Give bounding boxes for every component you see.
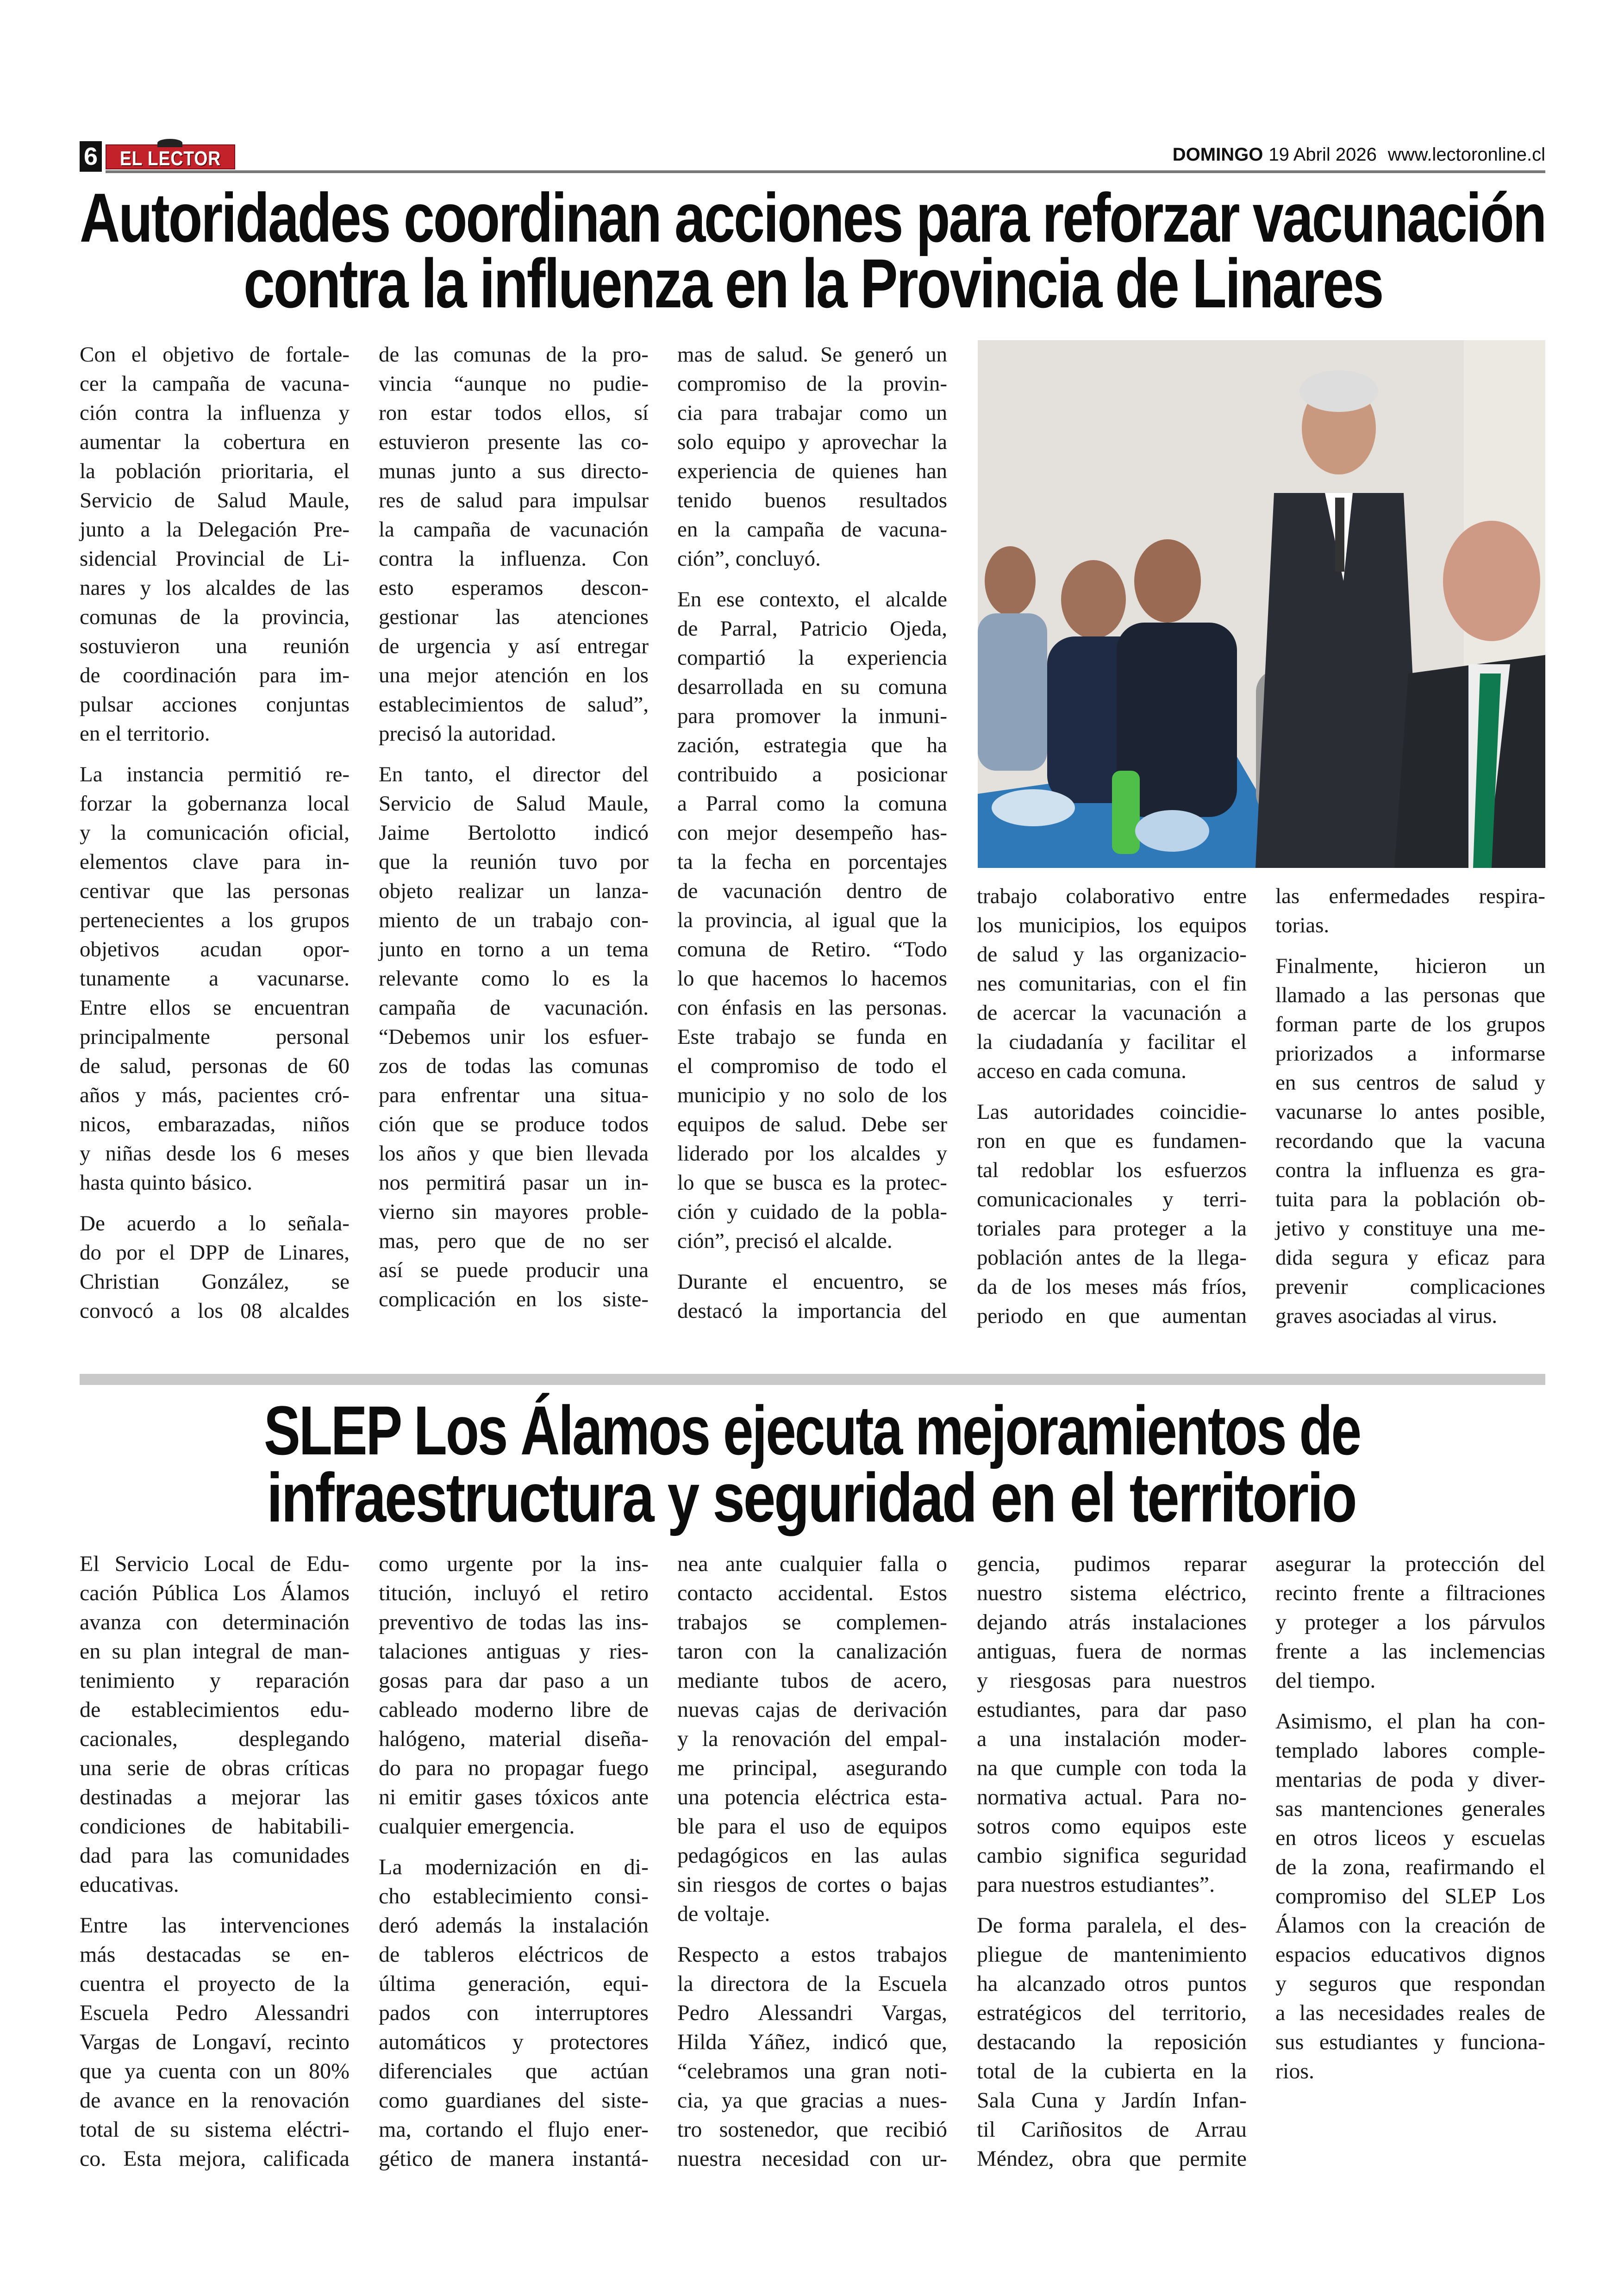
paragraph <box>379 760 649 1314</box>
text-line: tunamente a vacunarse. <box>80 967 350 991</box>
text-line: forman parte de los grupos <box>1275 1012 1545 1036</box>
text-line: para enfrentar una situa- <box>379 1083 649 1107</box>
text-line: comuna de Retiro. “Todo <box>677 937 947 961</box>
article1-column-4 <box>977 882 1247 1342</box>
text-line: lo que hacemos lo hacemos <box>677 967 947 991</box>
text-line: junto a la Delegación Pre- <box>80 518 350 542</box>
text-line: estuvieron presente las co- <box>379 430 649 454</box>
text-line: toriales para proteger a la <box>977 1216 1247 1241</box>
text-line: una mejor atención en los <box>379 663 649 687</box>
text-line: pedagógicos en las aulas <box>677 1843 947 1868</box>
text-line: que la reunión tuvo por <box>379 850 649 874</box>
text-line: trabajos se complemen- <box>677 1610 947 1634</box>
paragraph <box>977 1911 1247 2173</box>
issue-date: 19 Abril 2026 <box>1268 144 1377 165</box>
text-line: automáticos y protectores <box>379 2030 649 2054</box>
text-line: nes comunitarias, con el fin <box>977 972 1247 996</box>
text-line: de las comunas de la pro- <box>379 343 649 367</box>
text-line: Finalmente, hicieron un <box>1275 954 1545 978</box>
paragraph <box>677 1549 947 1928</box>
text-line: Entre las intervenciones <box>80 1913 350 1938</box>
text-line: total de su sistema eléctri- <box>80 2117 350 2142</box>
text-line: zación, estrategia que ha <box>677 733 947 757</box>
text-line: municipio y no solo de los <box>677 1083 947 1107</box>
text-line: nicos, embarazadas, niños <box>80 1112 350 1136</box>
text-line: Servicio de Salud Maule, <box>379 792 649 816</box>
text-line: y proteger a los párvulos <box>1275 1610 1545 1634</box>
text-line: una potencia eléctrica esta- <box>677 1785 947 1809</box>
text-line: dejando atrás instalaciones <box>977 1610 1247 1634</box>
text-line: total de la cubierta en la <box>977 2059 1247 2083</box>
text-line: objeto realizar un lanza- <box>379 879 649 903</box>
text-line: Escuela Pedro Alessandri <box>80 2001 350 2025</box>
paragraph <box>1275 952 1545 1331</box>
text-line: estudiantes, para dar paso <box>977 1697 1247 1722</box>
text-line: ron en que es fundamen- <box>977 1129 1247 1153</box>
text-line: do por el DPP de Linares, <box>80 1241 350 1265</box>
text-line: rios. <box>1275 2059 1314 2083</box>
text-line: convocó a los 08 alcaldes <box>80 1299 350 1323</box>
text-line: “celebramos una gran noti- <box>677 2059 947 2083</box>
text-line: nea ante cualquier falla o <box>677 1552 947 1576</box>
text-line: en la campaña de vacuna- <box>677 518 947 542</box>
text-line: res de salud para impulsar <box>379 488 649 512</box>
text-line: preventivo de todas las ins- <box>379 1610 649 1634</box>
article2-headline-line1: SLEP Los Álamos ejecuta mejoramientos de <box>264 1391 1360 1469</box>
text-line: lo que se busca es la protec- <box>677 1171 947 1195</box>
text-line: población antes de la llega- <box>977 1246 1247 1270</box>
text-line: para nuestros estudiantes”. <box>977 1872 1215 1897</box>
text-line: na que cumple con toda la <box>977 1756 1247 1780</box>
text-line: cia para trabajar como un <box>677 401 947 425</box>
text-line: campaña de vacunación. <box>379 996 649 1020</box>
newspaper-logo <box>106 144 235 169</box>
text-line: nos permitirá pasar un in- <box>379 1171 649 1195</box>
text-line: ha alcanzado otros puntos <box>977 1971 1247 1996</box>
text-line: cambio significa seguridad <box>977 1843 1247 1868</box>
text-line: centivar que las personas <box>80 879 350 903</box>
text-line: trabajo colaborativo entre <box>977 884 1247 908</box>
text-line: condiciones de habitabili- <box>80 1814 350 1839</box>
text-line: a una instalación moder- <box>977 1727 1247 1751</box>
text-line: en sus centros de salud y <box>1275 1071 1545 1095</box>
text-line: de salud, personas de 60 <box>80 1054 350 1078</box>
article1-headline-line1: Autoridades coordinan acciones para reforzar vacunación <box>80 179 1546 256</box>
text-line: Sala Cuna y Jardín Infan- <box>977 2088 1247 2113</box>
text-line: de salud y las organizacio- <box>977 942 1247 967</box>
text-line: vierno sin mayores proble- <box>379 1200 649 1224</box>
text-line: ma, cortando el flujo ener- <box>379 2117 649 2142</box>
article2-column-4 <box>977 1549 1247 2185</box>
text-line: la ciudadanía y facilitar el <box>977 1030 1247 1054</box>
text-line: En ese contexto, el alcalde <box>677 587 947 611</box>
paragraph <box>977 1098 1247 1331</box>
text-line: zos de todas las comunas <box>379 1054 649 1078</box>
text-line: en su plan integral de man- <box>80 1639 350 1664</box>
text-line: estratégicos del territorio, <box>977 2001 1247 2025</box>
text-line: cableado moderno libre de <box>379 1697 649 1722</box>
text-line: más destacadas se en- <box>80 1942 350 1967</box>
article1-headline-line2: contra la influenza en la Provincia de Linares <box>244 244 1383 322</box>
text-line: gencia, pudimos reparar <box>977 1552 1247 1576</box>
text-line: sas mantenciones generales <box>1275 1796 1545 1821</box>
text-line: de acercar la vacunación a <box>977 1001 1247 1025</box>
article1-column-1 <box>80 340 350 1337</box>
text-line: llamado a las personas que <box>1275 983 1545 1007</box>
text-line: Álamos con la creación de <box>1275 1913 1545 1938</box>
text-line: co. Esta mejora, calificada <box>80 2146 350 2171</box>
paragraph <box>379 340 649 748</box>
text-line: mentarias de poda y diver- <box>1275 1767 1545 1792</box>
text-line: Hilda Yáñez, indicó que, <box>677 2030 947 2054</box>
text-line: prevenir complicaciones <box>1275 1275 1545 1299</box>
text-line: esto esperamos descon- <box>379 576 649 600</box>
text-line: a las necesidades reales de <box>1275 2001 1545 2025</box>
text-line: liderado por los alcaldes y <box>677 1141 947 1166</box>
text-line: y seguros que respondan <box>1275 1971 1545 1996</box>
text-line: ción y cuidado de la pobla- <box>677 1200 947 1224</box>
text-line: mediante tubos de acero, <box>677 1668 947 1693</box>
paragraph <box>677 1940 947 2173</box>
text-line: halógeno, material diseña- <box>379 1727 649 1751</box>
text-line: ción”, concluyó. <box>677 547 821 571</box>
page-number: 6 <box>80 141 102 172</box>
text-line: establecimientos de salud”, <box>379 692 649 717</box>
meeting-photo-icon <box>978 340 1545 868</box>
text-line: compromiso del SLEP Los <box>1275 1884 1545 1908</box>
text-line: contacto accidental. Estos <box>677 1581 947 1605</box>
text-line: contra la influenza. Con <box>379 547 649 571</box>
text-line: Durante el encuentro, se <box>677 1270 947 1294</box>
text-line: cacionales, desplegando <box>80 1727 350 1751</box>
text-line: titución, incluyó el retiro <box>379 1581 649 1605</box>
paragraph <box>80 760 350 1197</box>
article1-column-2 <box>379 340 649 1326</box>
text-line: frente a las inclemencias <box>1275 1639 1545 1664</box>
text-line: gosas para dar paso a un <box>379 1668 649 1693</box>
paragraph <box>379 1852 649 2173</box>
text-line: aumentar la cobertura en <box>80 430 350 454</box>
text-line: mas, pero que de no ser <box>379 1229 649 1253</box>
text-line: objetivos acudan opor- <box>80 937 350 961</box>
text-line: Respecto a estos trabajos <box>677 1942 947 1967</box>
text-line: de vacunación dentro de <box>677 879 947 903</box>
text-line: destacando la reposición <box>977 2030 1247 2054</box>
text-line: Entre ellos se encuentran <box>80 996 350 1020</box>
text-line: y la comunicación oficial, <box>80 821 350 845</box>
paragraph <box>977 882 1247 1086</box>
paragraph <box>379 1549 649 1841</box>
text-line: priorizados a informarse <box>1275 1041 1545 1066</box>
text-line: “Debemos unir los esfuer- <box>379 1025 649 1049</box>
text-line: compartió la experiencia <box>677 646 947 670</box>
paragraph <box>677 585 947 1256</box>
text-line: educativas. <box>80 1872 179 1897</box>
text-line: tro sostenedor, que recibió <box>677 2117 947 2142</box>
dateline <box>1173 144 1545 165</box>
text-line: De forma paralela, el des- <box>977 1913 1247 1938</box>
text-line: ción”, precisó el alcalde. <box>677 1229 893 1253</box>
text-line: las enfermedades respira- <box>1275 884 1545 908</box>
text-line: dida segura y eficaz para <box>1275 1246 1545 1270</box>
text-line: normativa actual. Para no- <box>977 1785 1247 1809</box>
text-line: til Cariñositos de Arrau <box>977 2117 1247 2142</box>
text-line: cualquier emergencia. <box>379 1814 575 1839</box>
paragraph <box>80 1209 350 1326</box>
text-line: Con el objetivo de fortale- <box>80 343 350 367</box>
text-line: la provincia, al igual que la <box>677 908 947 932</box>
text-line: nuevas cajas de derivación <box>677 1697 947 1722</box>
text-line: como guardianes del siste- <box>379 2088 649 2113</box>
text-line: do para no propagar fuego <box>379 1756 649 1780</box>
weekday: DOMINGO <box>1172 144 1263 165</box>
text-line: contribuido a posicionar <box>677 762 947 786</box>
article2-column-5 <box>1275 1549 1545 2097</box>
text-line: los años y que bien llevada <box>379 1141 649 1166</box>
text-line: años y más, pacientes cró- <box>80 1083 350 1107</box>
paragraph <box>1275 1549 1545 1695</box>
text-line: Méndez, obra que permite <box>977 2146 1247 2171</box>
text-line: de establecimientos edu- <box>80 1697 350 1722</box>
text-line: sidencial Provincial de Li- <box>80 547 350 571</box>
text-line: la directora de la Escuela <box>677 1971 947 1996</box>
paragraph <box>677 340 947 574</box>
text-line: cia, ya que gracias a nues- <box>677 2088 947 2113</box>
text-line: munas junto a sus directo- <box>379 459 649 483</box>
text-line: antiguas, fuera de normas <box>977 1639 1247 1664</box>
text-line: pertenecientes a los grupos <box>80 908 350 932</box>
text-line: cuentra el proyecto de la <box>80 1971 350 1996</box>
text-line: da de los meses más fríos, <box>977 1275 1247 1299</box>
text-line: hasta quinto básico. <box>80 1171 252 1195</box>
text-line: principalmente personal <box>80 1025 350 1049</box>
article2-column-3 <box>677 1549 947 2185</box>
text-line: solo equipo y aprovechar la <box>677 430 947 454</box>
text-line: ble para el uso de equipos <box>677 1814 947 1839</box>
text-line: tenimiento y reparación <box>80 1668 350 1693</box>
text-line: acceso en cada comuna. <box>977 1059 1187 1083</box>
text-line: recordando que la vacuna <box>1275 1129 1545 1153</box>
text-line: mas de salud. Se generó un <box>677 343 947 367</box>
text-line: cho establecimiento consi- <box>379 1884 649 1908</box>
text-line: elementos clave para in- <box>80 850 350 874</box>
text-line: ni emitir gases tóxicos ante <box>379 1785 649 1809</box>
text-line: forzar la gobernanza local <box>80 792 350 816</box>
logo-emblem-icon <box>157 139 182 147</box>
text-line: gestionar las atenciones <box>379 605 649 629</box>
article-divider <box>80 1374 1545 1385</box>
text-line: de urgencia y así entregar <box>379 634 649 658</box>
text-line: de la zona, reafirmando el <box>1275 1855 1545 1879</box>
text-line: nares y los alcaldes de las <box>80 576 350 600</box>
text-line: con mejor desempeño has- <box>677 821 947 845</box>
text-line: desarrollada en su comuna <box>677 675 947 699</box>
text-line: los municipios, los equipos <box>977 913 1247 937</box>
text-line: tuita para la población ob- <box>1275 1187 1545 1211</box>
text-line: me principal, asegurando <box>677 1756 947 1780</box>
text-line: vincia “aunque no pudie- <box>379 372 649 396</box>
paragraph <box>677 1267 947 1326</box>
text-line: ron estar todos ellos, sí <box>379 401 649 425</box>
text-line: Pedro Alessandri Vargas, <box>677 2001 947 2025</box>
paragraph <box>80 340 350 748</box>
text-line: nuestro sistema eléctrico, <box>977 1581 1247 1605</box>
text-line: y riesgosas para nuestros <box>977 1668 1247 1693</box>
text-line: en otros liceos y escuelas <box>1275 1826 1545 1850</box>
website-link[interactable]: www.lectoronline.cl <box>1387 144 1545 165</box>
text-line: complicación en los siste- <box>379 1287 649 1311</box>
text-line: avanza con determinación <box>80 1610 350 1634</box>
text-line: Este trabajo se funda en <box>677 1025 947 1049</box>
text-line: con énfasis en las personas. <box>677 996 947 1020</box>
text-line: la población prioritaria, el <box>80 459 350 483</box>
text-line: comunas de la provincia, <box>80 605 350 629</box>
text-line: para promover la inmuni- <box>677 704 947 728</box>
text-line: el compromiso de todo el <box>677 1054 947 1078</box>
text-line: cer la campaña de vacuna- <box>80 372 350 396</box>
article1-column-3 <box>677 340 947 1337</box>
text-line: De acuerdo a lo señala- <box>80 1211 350 1235</box>
article1-photo <box>978 340 1545 868</box>
text-line: de coordinación para im- <box>80 663 350 687</box>
text-line: a Parral como la comuna <box>677 792 947 816</box>
text-line: así se puede producir una <box>379 1258 649 1282</box>
text-line: pliegue de mantenimiento <box>977 1942 1247 1967</box>
text-line: Christian González, se <box>80 1270 350 1294</box>
text-line: la campaña de vacunación <box>379 518 649 542</box>
text-line: cación Pública Los Álamos <box>80 1581 350 1605</box>
text-line: graves asociadas al virus. <box>1275 1304 1498 1328</box>
text-line: precisó la autoridad. <box>379 722 556 746</box>
text-line: que ya cuenta con un 80% <box>80 2059 350 2083</box>
article2-headline-line2: infraestructura y seguridad en el territorio <box>267 1459 1356 1536</box>
text-line: diferenciales que actúan <box>379 2059 649 2083</box>
text-line: destacó la importancia del <box>677 1299 947 1323</box>
text-line: tenido buenos resultados <box>677 488 947 512</box>
text-line: Servicio de Salud Maule, <box>80 488 350 512</box>
text-line: comunicacionales y terri- <box>977 1187 1247 1211</box>
text-line: en el territorio. <box>80 722 210 746</box>
text-line: deró además la instalación <box>379 1913 649 1938</box>
text-line: pados con interruptores <box>379 2001 649 2025</box>
text-line: relevante como lo es la <box>379 967 649 991</box>
text-line: ta la fecha en porcentajes <box>677 850 947 874</box>
text-line: vacunarse lo antes posible, <box>1275 1100 1545 1124</box>
text-line: sus estudiantes y funciona- <box>1275 2030 1545 2054</box>
text-line: Jaime Bertolotto indicó <box>379 821 649 845</box>
paragraph <box>80 1911 350 2173</box>
text-line: de avance en la renovación <box>80 2088 350 2113</box>
text-line: Vargas de Longaví, recinto <box>80 2030 350 2054</box>
text-line: sotros como equipos este <box>977 1814 1247 1839</box>
text-line: ción contra la influenza y <box>80 401 350 425</box>
text-line: La instancia permitió re- <box>80 762 350 786</box>
text-line: de Parral, Patricio Ojeda, <box>677 617 947 641</box>
text-line: nuestra necesidad con ur- <box>677 2146 947 2171</box>
text-line: asegurar la protección del <box>1275 1552 1545 1576</box>
text-line: y niñas desde los 6 meses <box>80 1141 350 1166</box>
article2-column-1 <box>80 1549 350 2185</box>
text-line: recinto frente a filtraciones <box>1275 1581 1545 1605</box>
text-line: gético de manera instantá- <box>379 2146 649 2171</box>
text-line: jetivo y constituye una me- <box>1275 1216 1545 1241</box>
text-line: última generación, equi- <box>379 1971 649 1996</box>
text-line: La modernización en di- <box>379 1855 649 1879</box>
text-line: Las autoridades coincidie- <box>977 1100 1247 1124</box>
text-line: equipos de salud. Debe ser <box>677 1112 947 1136</box>
text-line: sin riesgos de cortes o bajas <box>677 1872 947 1897</box>
text-line: tal redoblar los esfuerzos <box>977 1158 1247 1182</box>
text-line: experiencia de quienes han <box>677 459 947 483</box>
text-line: como urgente por la ins- <box>379 1552 649 1576</box>
text-line: ción que se produce todos <box>379 1112 649 1136</box>
paragraph <box>1275 1707 1545 2086</box>
text-line: El Servicio Local de Edu- <box>80 1552 350 1576</box>
text-line: destinadas a mejorar las <box>80 1785 350 1809</box>
text-line: periodo en que aumentan <box>977 1304 1247 1328</box>
text-line: espacios educativos dignos <box>1275 1942 1545 1967</box>
text-line: talaciones antiguas y ries- <box>379 1639 649 1664</box>
paragraph <box>1275 882 1545 940</box>
text-line: sostuvieron una reunión <box>80 634 350 658</box>
text-line: contra la influenza es gra- <box>1275 1158 1545 1182</box>
text-line: taron con la canalización <box>677 1639 947 1664</box>
text-line: torias. <box>1275 913 1330 937</box>
article1-column-5 <box>1275 882 1545 1342</box>
text-line: templado labores comple- <box>1275 1738 1545 1763</box>
text-line: junto en torno a un tema <box>379 937 649 961</box>
paragraph <box>977 1549 1247 1899</box>
text-line: compromiso de la provin- <box>677 372 947 396</box>
text-line: de tableros eléctricos de <box>379 1942 649 1967</box>
article2-column-2 <box>379 1549 649 2185</box>
text-line: miento de un trabajo con- <box>379 908 649 932</box>
text-line: del tiempo. <box>1275 1668 1376 1693</box>
logo-text: EL LECTOR <box>119 147 221 170</box>
text-line: una serie de obras críticas <box>80 1756 350 1780</box>
text-line: y la renovación del empal- <box>677 1727 947 1751</box>
paragraph <box>80 1549 350 1899</box>
text-line: dad para las comunidades <box>80 1843 350 1868</box>
text-line: En tanto, el director del <box>379 762 649 786</box>
text-line: Asimismo, el plan ha con- <box>1275 1709 1545 1734</box>
header-divider <box>106 170 1545 173</box>
text-line: pulsar acciones conjuntas <box>80 692 350 717</box>
text-line: de voltaje. <box>677 1902 770 1926</box>
